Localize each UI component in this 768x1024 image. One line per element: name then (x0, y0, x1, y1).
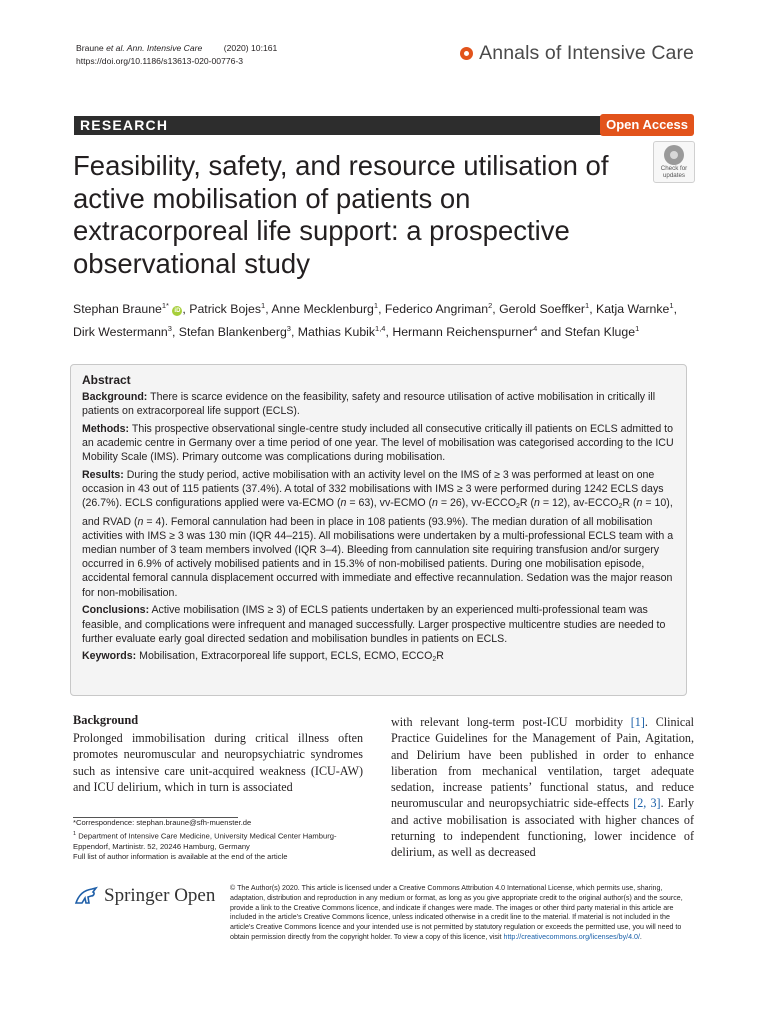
abstract-box (70, 364, 687, 696)
affiliation: $^1$ Department of Intensive Care Medicine, University Medical Center Hamburg-Eppendorf, Martinistr. 52, 20246 Hamburg, Germany (73, 830, 337, 851)
author-line-2: Dirk Westermann$^3$, Stefan Blankenberg$^3$, Mathias Kubik$^{1,4}$, Hermann Reichenspurner$^4$ and Stefan Kluge$^1$ (73, 324, 640, 340)
check-for-updates-button[interactable] (653, 141, 695, 183)
journal-brand[interactable] (460, 42, 694, 65)
author-line-1: Stephan Braune$^{1*}$ iD , Patrick Bojes$^1$, Anne Mecklenburg$^1$, Federico Angriman$^2$, Gerold Soeffker$^1$, Katja Warnke$^1$, (73, 301, 677, 317)
footnote (73, 818, 373, 863)
doi-link[interactable]: https://doi.org/10.1186/s13613-020-00776-3 (76, 56, 244, 66)
citation-header (76, 42, 277, 68)
check-updates-icon (664, 145, 684, 165)
abstract-heading: Abstract (82, 373, 131, 387)
journal-name: Annals of Intensive Care (479, 42, 694, 64)
abstract-keywords: Keywords: Mobilisation, Extracorporeal life support, ECLS, ECMO, $ECCO_2R$ (82, 650, 444, 664)
springer-horse-icon (73, 886, 99, 906)
abstract-methods: Methods: This prospective observational single-centre study included all consecutive critically ill patients on ECLS admitted to an academic centre in Germany over a time period of one year. The level of mobilisation was categorised according to the ICU Mobility Scale (IMS). Primary outcome was complications during mobilisation. (82, 422, 674, 464)
paper-title: Feasibility, safety, and resource utilisation of active mobilisation of patients on extracorporeal life support: a prospective observational study (73, 150, 609, 279)
body-right-column: with relevant long-term post-ICU morbidity [1]. Clinical Practice Guidelines for the Management of Pain, Agitation, and Delirium have been published in order to enhance liberation from mechanical ventilation, target adequate sedation, increase patients’ functional status, and reduce neuromuscular and neuropsychiatric side-effects [2, 3]. Early and active mobilisation is associated with higher chances of returning to independent functioning, lower incidence of delirium, as well as decreased (391, 715, 694, 860)
springer-wordmark: Springer Open (104, 885, 216, 906)
section-label: RESEARCH (80, 117, 169, 133)
orcid-icon[interactable]: iD (174, 308, 181, 315)
author-list (73, 296, 693, 342)
author-names: Patrick Bojes$^1$, Anne Mecklenburg$^1$, Federico Angriman$^2$, Gerold Soeffker$^1$, Katja Warnke$^1$, (189, 301, 677, 317)
reference-link[interactable]: [2, 3] (633, 796, 661, 811)
full-list-note: Full list of author information is available at the end of the article (73, 852, 288, 862)
journal-logo-icon (460, 47, 473, 60)
reference-link[interactable]: [1] (630, 715, 645, 729)
background-heading: Background (73, 713, 139, 727)
check-updates-label: Check for updates (660, 165, 688, 179)
springer-open-logo[interactable] (73, 885, 215, 907)
body-left-column: Prolonged immobilisation during critical illness often promotes neuromuscular and neuropsychiatric syndromes such as intensive care unit-acquired weakness (ICU-AW) and ICU delirium, which in turn is associated (73, 731, 363, 794)
license-text: © The Author(s) 2020. This article is licensed under a Creative Commons Attribution 4.0 International License, which permits use, sharing, adaptation, distribution and reproduction in any medium or format, as long as you give appropriate credit to the original author(s) and the source, provide a link to the Creative Commons licence, and indicate if changes were made. The images or other third party material in this article are included in the article’s Creative Commons licence, unless indicated otherwise in a credit line to the material. If material is not included in the article’s Creative Commons licence and your intended use is not permitted by statutory regulation or exceeds the permitted use, you will need to obtain permission directly from the copyright holder. To view a copy of this licence, visit http://creativecommons.org/licenses/by/4.0/. (230, 884, 683, 941)
abstract-background: Background: There is scarce evidence on the feasibility, safety and resource utilisation of active mobilisation in critically ill patients on extracorporeal life support (ECLS). (82, 391, 656, 418)
abstract-conclusions: Conclusions: Active mobilisation (IMS ≥ 3) of ECLS patients undertaken by an experienced multi-professional team was feasible, and complications were infrequent and managed successfully. Larger prospective multicentre studies are needed to further evaluate early goal directed sedation and mobilisation bundles in patients on ECLS. (82, 604, 666, 645)
abstract-results: Results: During the study period, active mobilisation with an activity level on the IMS of ≥ 3 was performed at least on one occasion in 43 out of 115 patients (37.4%). A total of 332 mobilisations with IMS ≥ 3 were performed during 1242 ECLS days (26.7%). ECLS configurations applied were va-ECMO (n = 63), vv-ECMO (n = 26), $vv-ECCO_2R$ (n = 12), $av-ECCO_2R$ (n = 10), and RVAD (n = 4). Femoral cannulation had been in place in 108 patients (93.9%). The median duration of all mobilisation activities with IMS ≥ 3 was 130 min (IQR 44–215). All mobilisations were undertaken by a multi-professional ECLS team with a median number of 3 team members involved (IQR 3–4). Bleeding from cannulation site requiring transfusion and/or surgery occurred in 6.9% of actively mobilised patients and in 15.3% of non-mobilised patients. During one mobilisation episode, accidental femoral cannula displacement occurred with immediate and effective recannulation. Sedation was the major reason for non-mobilisation. (82, 469, 674, 599)
correspondence: *Correspondence: stephan.braune@sfh-muenster.de (73, 818, 252, 827)
author-name: Stephan Braune$^{1*}$ (73, 301, 169, 317)
citation-line: Braune et al. Ann. Intensive Care (2020) 10:161 (76, 43, 278, 53)
license-link[interactable]: http://creativecommons.org/licenses/by/4.0/ (503, 932, 640, 941)
open-access-badge: Open Access (600, 114, 694, 136)
